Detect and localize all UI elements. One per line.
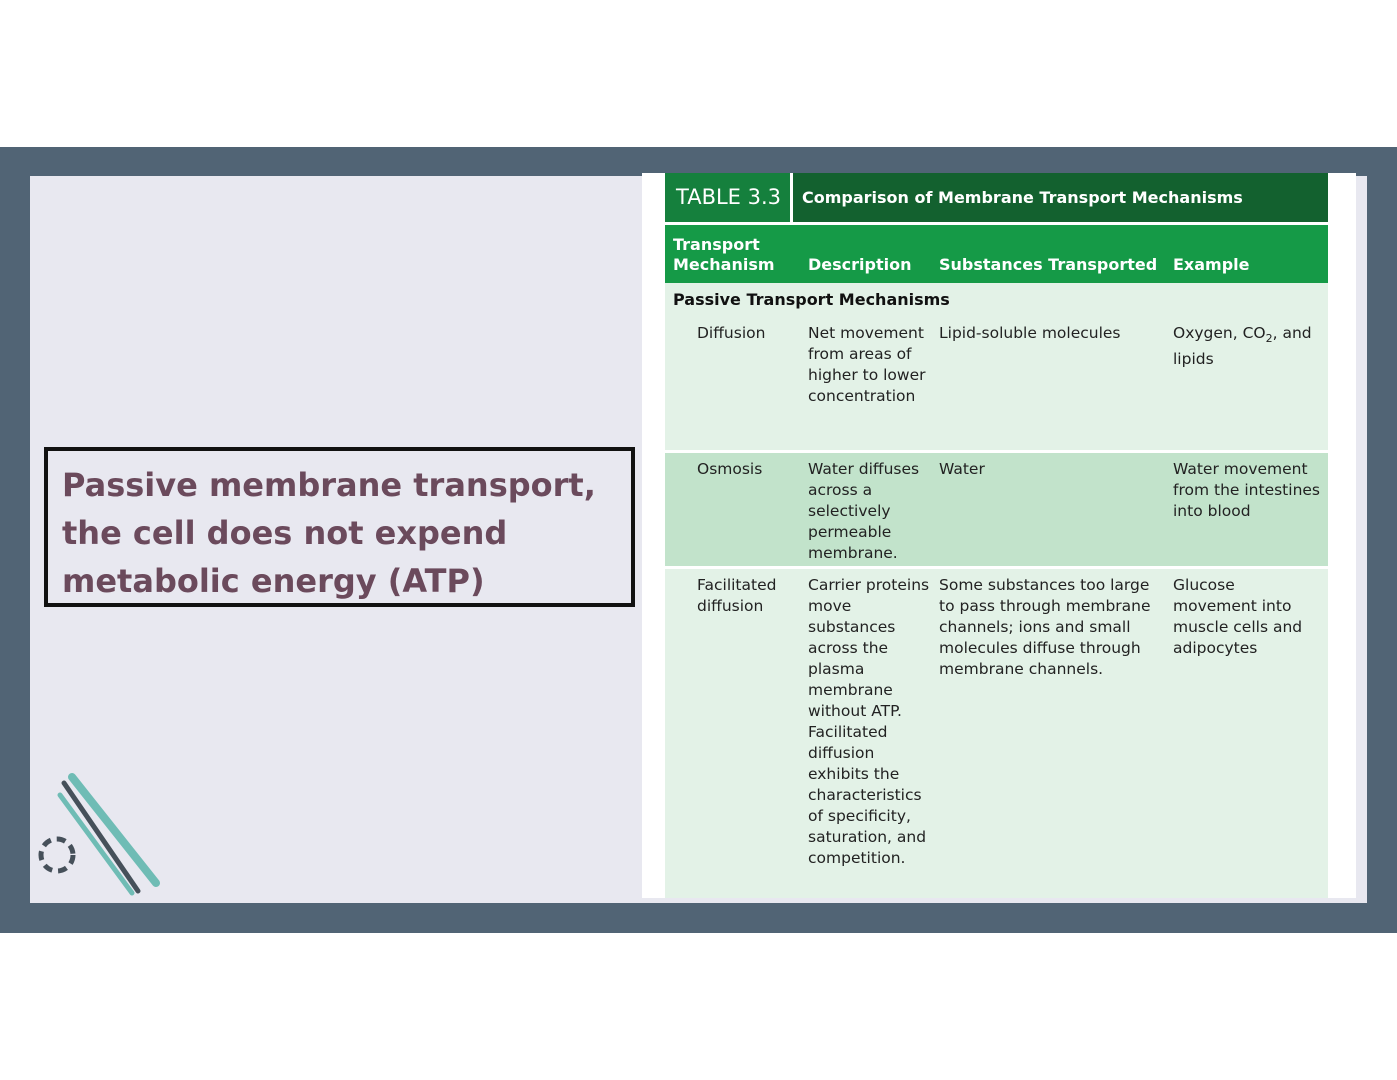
cell-substances: Water <box>939 460 985 478</box>
example-subscript: 2 <box>1265 332 1273 346</box>
transport-table <box>665 173 1328 898</box>
cell-example <box>1173 323 1323 370</box>
cell-substances: Lipid-soluble molecules <box>939 324 1121 342</box>
example-text: Oxygen, CO <box>1173 324 1266 342</box>
table-row <box>665 569 1328 898</box>
cell-mechanism: Diffusion <box>697 324 766 342</box>
section-heading: Passive Transport Mechanisms <box>665 283 1328 317</box>
column-headers <box>665 225 1328 283</box>
callout-text: Passive membrane transport, the cell does not expend metabolic energy (ATP) <box>62 466 596 600</box>
table-number: TABLE 3.3 <box>665 173 793 222</box>
cell-mechanism: Facilitated diffusion <box>697 576 777 615</box>
cell-mechanism: Osmosis <box>697 460 763 478</box>
cell-example: Water movement from the intestines into blood <box>1173 460 1321 520</box>
table-header <box>665 173 1328 222</box>
callout-box <box>44 447 635 607</box>
table-title: Comparison of Membrane Transport Mechanisms <box>793 173 1328 222</box>
cell-example: Glucose movement into muscle cells and adipocytes <box>1173 576 1303 657</box>
column-header-substances: Substances Transported <box>939 255 1158 274</box>
column-header-mechanism: Transport Mechanism <box>673 235 775 274</box>
cell-description: Net movement from areas of higher to lower concentration <box>808 324 926 405</box>
decorative-lines-icon <box>32 765 172 900</box>
example-text-end: , and lipids <box>1173 324 1312 369</box>
cell-description: Water diffuses across a selectively permeable membrane. <box>808 460 920 562</box>
table-row <box>665 453 1328 566</box>
cell-substances: Some substances too large to pass through membrane channels; ions and small molecules diffuse through membrane channels. <box>939 576 1151 678</box>
column-header-description: Description <box>808 255 912 274</box>
cell-description: Carrier proteins move substances across the plasma membrane without ATP. Facilitated diffusion exhibits the characteristics of specificity, saturation, and competition. <box>808 576 930 867</box>
table-row <box>665 317 1328 450</box>
column-header-example: Example <box>1173 255 1250 274</box>
